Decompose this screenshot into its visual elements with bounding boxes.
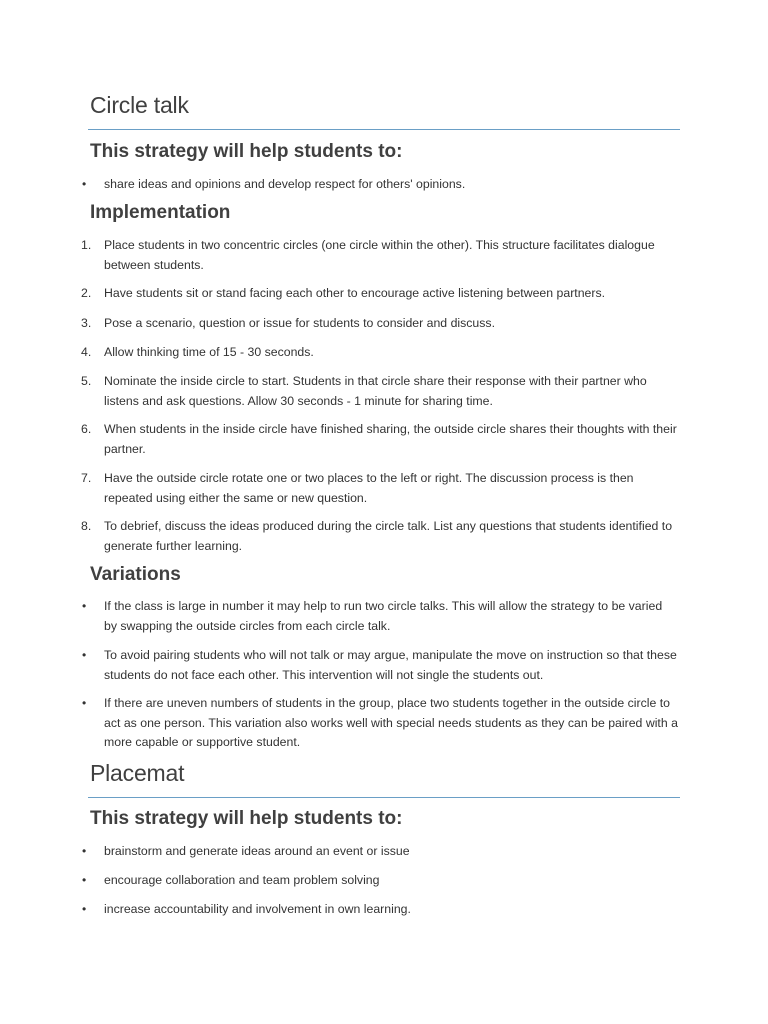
- numbered-step: [78, 420, 678, 459]
- list-item-text: increase accountability and involvement in own learning.: [104, 902, 411, 916]
- step-text: Allow thinking time of 15 - 30 seconds.: [104, 345, 314, 359]
- list-item-text: share ideas and opinions and develop respect for others' opinions.: [104, 177, 466, 191]
- section-title-circle-talk: Circle talk: [90, 92, 189, 118]
- list-item-text: If the class is large in number it may help to run two circle talks. This will allow the strategy to be varied by swapping the outside circles from each circle talk.: [104, 599, 663, 633]
- list-item-text: encourage collaboration and team problem solving: [104, 873, 380, 887]
- numbered-step: [78, 343, 678, 363]
- step-text: When students in the inside circle have finished sharing, the outside circle shares their thoughts with their partner.: [104, 422, 677, 456]
- section-divider: [88, 129, 680, 130]
- section-title-placemat: Placemat: [90, 760, 185, 786]
- step-number: 1.: [81, 238, 92, 252]
- bullet-icon: •: [82, 844, 87, 858]
- list-item-text: To avoid pairing students who will not talk or may argue, manipulate the move on instruction so that these students do not face each other. This intervention will not single the students out.: [104, 648, 677, 682]
- strategy-heading: This strategy will help students to:: [90, 141, 403, 162]
- list-item: [78, 871, 678, 891]
- section-divider: [88, 797, 680, 798]
- list-item: [78, 842, 678, 862]
- list-item: [78, 646, 678, 685]
- bullet-icon: •: [82, 902, 87, 916]
- step-text: Have students sit or stand facing each other to encourage active listening between partners.: [104, 286, 606, 300]
- step-text: Nominate the inside circle to start. Students in that circle share their response with their partner who listens and ask questions. Allow 30 seconds - 1 minute for sharing time.: [104, 374, 647, 408]
- bullet-icon: •: [82, 873, 87, 887]
- numbered-step: [78, 372, 678, 411]
- step-text: To debrief, discuss the ideas produced during the circle talk. List any questions that students identified to generate further learning.: [104, 519, 673, 553]
- bullet-icon: •: [82, 648, 87, 662]
- numbered-step: [78, 517, 678, 556]
- step-number: 4.: [81, 345, 92, 359]
- numbered-step: [78, 284, 678, 304]
- step-number: 5.: [81, 374, 92, 388]
- step-number: 7.: [81, 471, 92, 485]
- strategy-heading: This strategy will help students to:: [90, 808, 403, 829]
- bullet-icon: •: [82, 696, 87, 710]
- step-text: Have the outside circle rotate one or two places to the left or right. The discussion process is then repeated using either the same or new question.: [104, 471, 634, 505]
- step-text: Place students in two concentric circles (one circle within the other). This structure facilitates dialogue between students.: [104, 238, 655, 272]
- numbered-step: [78, 236, 678, 275]
- step-number: 2.: [81, 286, 92, 300]
- list-item: [78, 597, 678, 636]
- list-item: [78, 694, 678, 753]
- list-item-text: If there are uneven numbers of students in the group, place two students together in the outside circle to act as one person. This variation also works well with special needs students as they can be paired with a more capable or supportive student.: [104, 696, 678, 749]
- numbered-step: [78, 314, 678, 334]
- step-number: 6.: [81, 422, 92, 436]
- numbered-step: [78, 469, 678, 508]
- bullet-icon: •: [82, 177, 87, 191]
- list-item: [78, 900, 678, 920]
- list-item-text: brainstorm and generate ideas around an event or issue: [104, 844, 410, 858]
- variations-heading: Variations: [90, 564, 181, 585]
- step-number: 3.: [81, 316, 92, 330]
- step-text: Pose a scenario, question or issue for students to consider and discuss.: [104, 316, 495, 330]
- list-item: [78, 175, 678, 195]
- implementation-heading: Implementation: [90, 202, 231, 223]
- bullet-icon: •: [82, 599, 87, 613]
- step-number: 8.: [81, 519, 92, 533]
